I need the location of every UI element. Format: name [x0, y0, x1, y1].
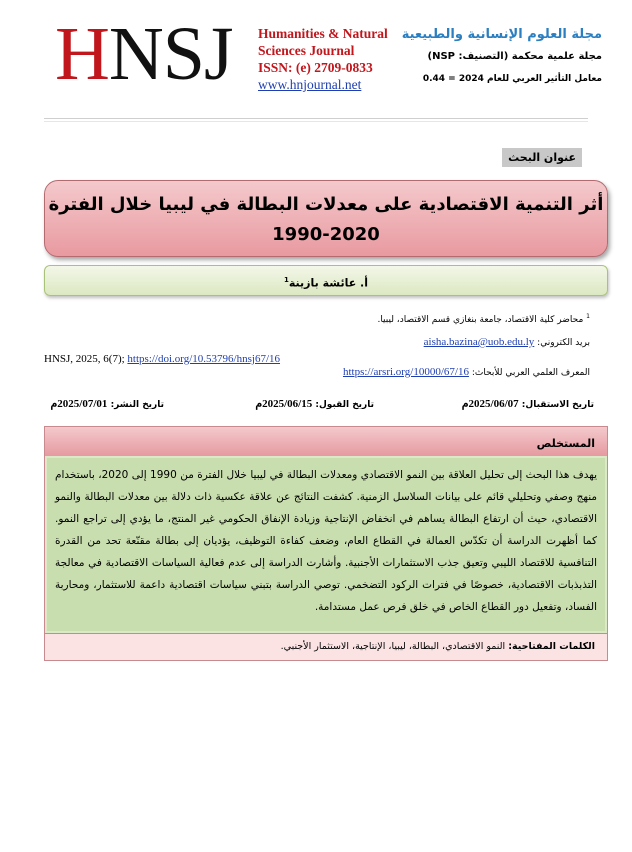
arsri-row [343, 366, 590, 378]
published-date-value: 2025/07/01م [50, 398, 108, 410]
accepted-date-label: تاريخ القبول: [315, 400, 374, 410]
published-date-label: تاريخ النشر: [110, 400, 164, 410]
affiliation-superscript: 1 [586, 313, 590, 320]
logo-letter-h: H [55, 12, 109, 96]
affiliation-text: محاضر كلية الاقتصاد، جامعة بنغازي قسم الاقتصاد، ليبيا. [377, 315, 584, 325]
journal-impact-factor-ar: معامل التأثير العربي للعام 2024 = 0.44 [422, 74, 602, 84]
accepted-date [255, 397, 374, 410]
received-date-label: تاريخ الاستقبال: [521, 400, 594, 410]
paper-title-line1: أثر التنمية الاقتصادية على معدلات البطالة في ليبيا خلال الفترة [48, 194, 604, 215]
journal-issn: ISSN: (e) 2709-0833 [258, 60, 373, 75]
journal-info-ar [402, 24, 602, 90]
received-date [462, 397, 594, 410]
published-date [50, 397, 164, 410]
journal-name-ar: مجلة العلوم الإنسانية والطبيعية [401, 27, 602, 42]
journal-website-link[interactable]: www.hnjournal.net [258, 77, 362, 92]
abstract-body [44, 456, 608, 633]
journal-name-line1: Humanities & Natural [258, 26, 388, 41]
email-row [424, 336, 590, 348]
journal-logo [55, 12, 233, 96]
email-label: بريد الكتروني: [537, 338, 590, 348]
received-date-value: 2025/06/07م [461, 398, 519, 410]
journal-name-line2: Sciences Journal [258, 43, 355, 58]
author-affiliation [377, 313, 590, 325]
journal-info-en [258, 25, 388, 93]
citation-prefix: HNSJ, 2025, 6(7); [44, 353, 125, 365]
author-name: أ. عائشة بازينة [288, 276, 368, 290]
author-box [44, 265, 608, 296]
keywords-text: النمو الاقتصادي، البطالة، ليبيا، الإنتاجية، الاستثمار الأجنبي. [280, 641, 506, 652]
header-divider-secondary [44, 121, 588, 122]
author-superscript: 1 [283, 276, 289, 284]
arsri-link[interactable]: https://arsri.org/10000/67/16 [342, 366, 469, 378]
journal-classification-ar: مجلة علمية محكمة (التصنيف: NSP) [427, 51, 602, 62]
accepted-date-value: 2025/06/15م [255, 398, 313, 410]
citation-reference [44, 353, 280, 365]
abstract-text: يهدف هذا البحث إلى تحليل العلاقة بين النمو الاقتصادي ومعدلات البطالة في ليبيا خلال الفترة من 1990 إلى 2020، باستخدام منهج وصفي وتحليلي قائم على بيانات السلاسل الزمنية. كشفت النتائج عن علاقة عكسية ذات دلالة بين معدلات البطالة والنمو الاقتصادي، حيث أن ارتفاع البطالة يساهم في انخفاض الإنتاجية وزيادة الإنفاق الحكومي غير المنتج، ما يؤدي إلى تراجع النمو. كما أظهرت الدراسة أن تكدّس العمالة في القطاع العام، وضعف كفاءة التوظيف، يؤديان إلى بطالة مقنّعة تحد من القدرة التنافسية للاقتصاد الليبي وتعيق جذب الاستثمارات الأجنبية. وأشارت الدراسة إلى عدم فعالية السياسات الاقتصادية في معالجة التذبذبات الاقتصادية، خصوصًا في فترات الركود التضخمي. توصي الدراسة بتبني سياسات اقتصادية داعمة للاستثمار، ومحاربة الفساد، وتفعيل دور القطاع الخاص في خلق فرص عمل مستدامة. [55, 469, 597, 613]
doi-link[interactable]: https://doi.org/10.53796/hnsj67/16 [127, 353, 281, 365]
keywords-box [44, 633, 608, 661]
section-tag: عنوان البحث [502, 148, 582, 167]
abstract-heading: المستخلص [44, 426, 608, 456]
dates-row [44, 397, 594, 413]
logo-letters-nsj: NSJ [108, 12, 233, 96]
keywords-label: الكلمات المفتاحية: [508, 641, 595, 652]
email-link[interactable]: aisha.bazina@uob.edu.ly [423, 336, 535, 348]
arsri-label: المعرف العلمي العربي للأبحاث: [471, 368, 590, 378]
paper-title-line2: 1990-2020 [272, 224, 380, 245]
paper-title-box [44, 180, 608, 257]
header-divider [44, 118, 588, 119]
